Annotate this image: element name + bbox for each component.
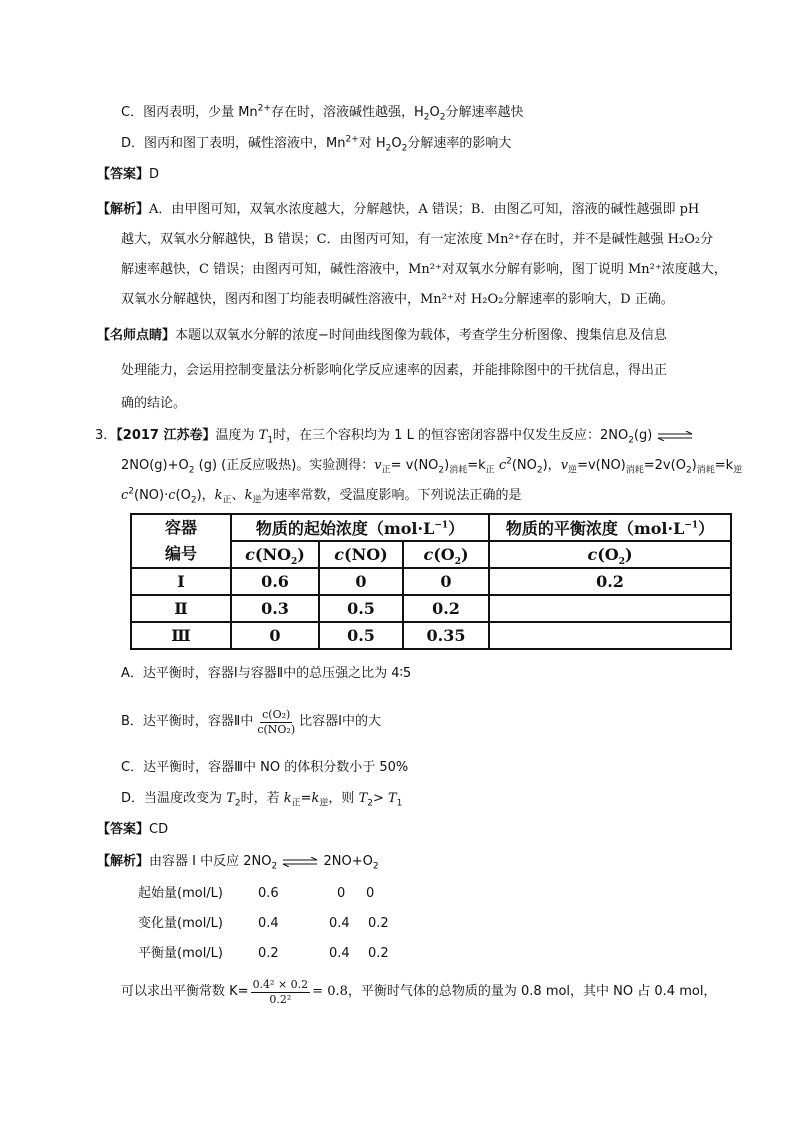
option-c-prev: C．图丙表明，少量 $Mn^{2+}$存在时，溶液碱性越强，$H_2O_2$分解速率越快 (121, 103, 524, 123)
col-no: c(NO) (319, 541, 403, 568)
question-3-line-3: $c^2(NO)\cdot c(O_2)$，$k_正$、$k_逆$为速率常数，受温度影响。下列说法正确的是 (121, 486, 522, 506)
calc-row-initial: 起始量(mol/L) (138, 886, 223, 901)
option-3-a: A．达平衡时，容器Ⅰ与容器Ⅱ中的总压强之比为 4∶5 (121, 666, 412, 681)
col-no2: $c(NO_2)$ (231, 541, 319, 568)
analysis-1-line-3: 解速率越快，C 错误；由图丙可知，碱性溶液中，Mn²⁺对双氧水分解有影响，图丁说明 Mn²⁺浓度越大， (121, 262, 727, 277)
calc-value: 0.2 (258, 946, 279, 961)
option-d-prev: D．图丙和图丁表明，碱性溶液中，$Mn^{2+}$对 $H_2O_2$分解速率的影响大 (121, 134, 512, 154)
header-equilibrium: 物质的平衡浓度$(mol\cdot L^{-1})$ (489, 514, 731, 541)
analysis-1-line-4: 双氧水分解越快，图丙和图丁均能表明碱性溶液中，Mn²⁺对 H₂O₂分解速率的影响大，D 正确。 (121, 292, 674, 307)
equilibrium-arrow-icon (656, 431, 694, 441)
calc-row-change: 变化量(mol/L) (138, 916, 223, 931)
option-3-d: D．当温度改变为 $T_2$时，若 $k_正=k_逆$，则 $T_2> T_1$ (121, 791, 403, 809)
calc-value: 0.6 (258, 886, 279, 901)
table-row: Ⅲ 0 0.5 0.35 (131, 622, 731, 649)
analysis-1-line-2: 越大，双氧水分解越快，B 错误；C．由图丙可知，有一定浓度 Mn²⁺存在时，并不是碱性越强 H₂O₂分 (121, 232, 714, 247)
teacher-note-line-3: 确的结论。 (121, 396, 187, 411)
table-row: Ⅱ 0.3 0.5 0.2 (131, 595, 731, 622)
calc-value: 0.2 (368, 916, 389, 931)
option-3-b: B．达平衡时，容器Ⅱ中 $\frac{\text{c(O₂)}}{\text{c(NO₂)}}$ 比容器Ⅰ中的大 (121, 707, 381, 736)
answer-1: 【答案】D (97, 167, 160, 182)
question-3-line-1: 3．【2017 江苏卷】温度为 $T_1$时，在三个容积均为 1 L 的恒容密闭容器中仅发生反应：$2NO_2(g)$ (95, 426, 694, 446)
calc-value: 0.4 (258, 916, 279, 931)
equilibrium-arrow-icon (281, 857, 319, 867)
col-eq-o2: $c(O_2)$ (489, 541, 731, 568)
teacher-note-line-1: 【名师点睛】本题以双氧水分解的浓度−时间曲线图像为载体，考查学生分析图像、搜集信息及信息 (97, 328, 667, 343)
calc-value: 0.4 (329, 916, 350, 931)
calc-value: 0.4 (329, 946, 350, 961)
analysis-3-intro: 【解析】由容器 I 中反应 $2NO_2$ $2NO+O_2$ (97, 854, 379, 872)
teacher-note-line-2: 处理能力，会运用控制变量法分析影响化学反应速率的因素，并能排除图中的干扰信息，得出正 (121, 363, 668, 378)
table-row: Ⅰ 0.6 0 0 0.2 (131, 568, 731, 595)
calc-value: 0.2 (368, 946, 389, 961)
calc-row-equilibrium: 平衡量(mol/L) (138, 946, 223, 961)
k-expression: 可以求出平衡常数 K= $\frac{\text{0.4² × 0.2}}{\text{0.2²}}$ = 0.8 ，平衡时气体的总物质的量为 0.8 mol，其中 NO 占 0.4 mol， (121, 977, 717, 1006)
k-fraction: $\frac{\text{0.4² × 0.2}}{\text{0.2²}}$ (252, 977, 309, 1006)
concentration-table (130, 513, 732, 650)
col-o2: $c(O_2)$ (403, 541, 489, 568)
ratio-fraction: $\frac{\text{c(O₂)}}{\text{c(NO₂)}}$ (257, 707, 296, 736)
header-container: 容器 编号 (131, 514, 231, 568)
calc-value: 0 (337, 886, 346, 901)
option-3-c: C．达平衡时，容器Ⅲ中 NO 的体积分数小于 50% (121, 760, 409, 775)
analysis-1-line-1: 【解析】A．由甲图可知，双氧水浓度越大，分解越快，A 错误；B．由图乙可知，溶液的碱性越强即 pH (97, 202, 700, 217)
answer-3: 【答案】CD (97, 822, 169, 837)
calc-value: 0 (366, 886, 375, 901)
header-initial: 物质的起始浓度$(mol\cdot L^{-1})$ (231, 514, 489, 541)
question-3-line-2: $2NO(g)+O_2$ (g) (正反应吸热)。实验测得：$v_正= v(NO_2)_{消耗}=k_正$ $c^2(NO_2)$，$v_逆=v(NO)_{消耗}=2v(O_2)_{消耗}=k_逆$ (121, 456, 743, 476)
